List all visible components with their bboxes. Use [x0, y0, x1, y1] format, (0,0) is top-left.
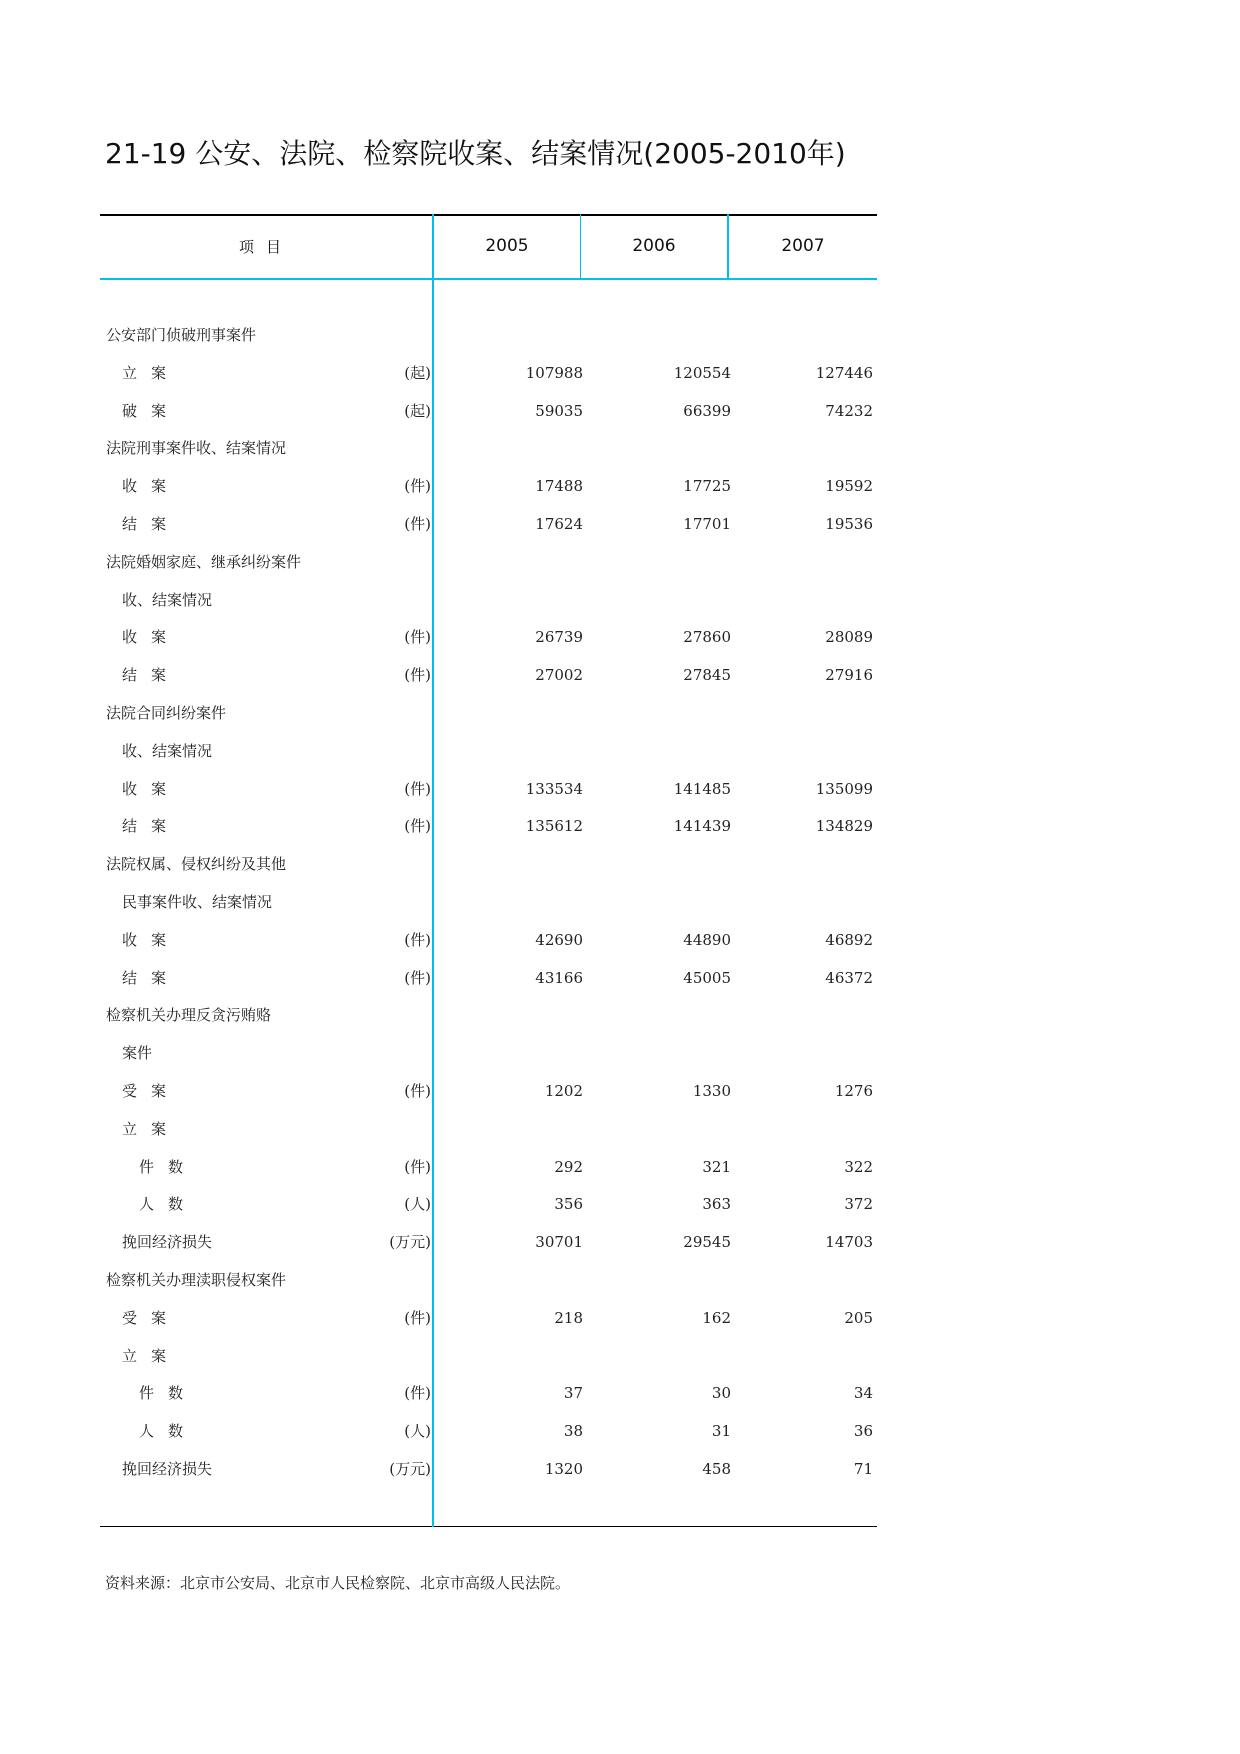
table-row [100, 1375, 877, 1413]
row-label: 立案 [122, 1119, 181, 1138]
value-cell-2006: 27860 [683, 628, 731, 647]
value-cell-2005: 43166 [535, 968, 583, 987]
page-title: 21-19 公安、法院、检察院收案、结案情况(2005-2010年) [105, 137, 846, 170]
value-cell-2005: 135612 [525, 817, 583, 836]
value-cell-2006: 141439 [673, 817, 731, 836]
row-label: 法院合同纠纷案件 [106, 704, 227, 722]
row-label: 人数 [139, 1195, 198, 1214]
value-cell-2007: 322 [844, 1157, 873, 1176]
row-unit: (件) [404, 968, 431, 987]
row-unit: (万元) [389, 1460, 431, 1478]
header-item: 项目 [238, 237, 293, 256]
value-cell-2006: 45005 [683, 968, 731, 987]
value-cell-2005: 292 [554, 1157, 583, 1176]
row-label: 法院婚姻家庭、继承纠纷案件 [106, 552, 302, 571]
value-cell-2005: 42690 [535, 930, 583, 949]
row-label: 结案 [122, 515, 181, 533]
row-label: 收、结案情况 [122, 590, 213, 609]
value-cell-2006: 31 [711, 1422, 731, 1441]
table-row [100, 771, 877, 809]
row-unit: (件) [404, 515, 431, 533]
row-label: 检察机关办理渎职侵权案件 [106, 1271, 287, 1289]
value-cell-2007: 36 [853, 1422, 873, 1441]
row-unit: (件) [404, 666, 431, 685]
row-label: 件数 [139, 1157, 198, 1176]
row-label: 破案 [122, 401, 181, 420]
value-cell-2007: 127446 [815, 363, 873, 382]
row-label: 民事案件收、结案情况 [122, 893, 273, 911]
value-cell-2007: 19536 [825, 515, 873, 533]
value-cell-2006: 29545 [683, 1233, 731, 1252]
value-cell-2006: 321 [702, 1157, 731, 1176]
table-row [100, 1300, 877, 1338]
table-row [100, 846, 877, 884]
header-year: 2007 [781, 236, 825, 256]
table-row [100, 960, 877, 998]
row-unit: (件) [404, 477, 431, 496]
value-cell-2007: 46892 [825, 930, 873, 949]
table-row [100, 355, 877, 393]
value-cell-2006: 30 [711, 1384, 731, 1403]
row-label: 结案 [122, 968, 181, 987]
value-cell-2007: 14703 [825, 1233, 873, 1252]
value-cell-2005: 218 [554, 1308, 583, 1327]
value-cell-2007: 1276 [834, 1082, 873, 1100]
table-row [100, 582, 877, 620]
value-cell-2007: 19592 [825, 477, 873, 496]
row-label: 挽回经济损失 [122, 1460, 213, 1478]
table-row [100, 544, 877, 582]
table-row [100, 468, 877, 506]
row-label: 结案 [122, 666, 181, 685]
value-cell-2007: 205 [844, 1308, 873, 1327]
row-unit: (万元) [389, 1233, 431, 1252]
row-label: 法院刑事案件收、结案情况 [106, 439, 287, 458]
value-cell-2007: 135099 [815, 779, 873, 798]
row-label: 法院权属、侵权纠纷及其他 [106, 855, 287, 874]
table-row [100, 1111, 877, 1149]
value-cell-2006: 141485 [673, 779, 731, 798]
row-unit: (件) [404, 1308, 431, 1327]
table-row [100, 695, 877, 733]
row-unit: (人) [404, 1422, 431, 1441]
table-row [100, 1338, 877, 1376]
row-label: 人数 [139, 1422, 198, 1441]
table-row [100, 1224, 877, 1262]
value-cell-2006: 44890 [683, 930, 731, 949]
value-cell-2005: 1202 [544, 1082, 583, 1100]
table-row [100, 922, 877, 960]
source-note: 资料来源：北京市公安局、北京市人民检察院、北京市高级人民法院。 [105, 1574, 571, 1592]
value-cell-2007: 71 [853, 1460, 873, 1478]
row-label: 受案 [122, 1308, 181, 1327]
row-label: 公安部门侦破刑事案件 [106, 326, 257, 344]
header-rule [100, 278, 877, 280]
value-cell-2007: 28089 [825, 628, 873, 647]
value-cell-2005: 107988 [525, 363, 583, 382]
value-cell-2005: 26739 [535, 628, 583, 647]
table-row [100, 1073, 877, 1111]
table-row [100, 1035, 877, 1073]
value-cell-2006: 27845 [683, 666, 731, 685]
table-row [100, 884, 877, 922]
row-unit: (件) [404, 817, 431, 836]
value-cell-2005: 17624 [535, 515, 583, 533]
row-unit: (件) [404, 779, 431, 798]
row-label: 结案 [122, 817, 181, 836]
value-cell-2006: 66399 [683, 401, 731, 420]
value-cell-2007: 134829 [815, 817, 873, 836]
value-cell-2006: 363 [702, 1195, 731, 1214]
value-cell-2007: 74232 [825, 401, 873, 420]
value-cell-2006: 120554 [673, 363, 731, 382]
value-cell-2005: 30701 [535, 1233, 583, 1252]
value-cell-2005: 356 [554, 1195, 583, 1214]
row-label: 收案 [122, 628, 181, 647]
row-label: 立案 [122, 1346, 181, 1365]
row-label: 检察机关办理反贪污贿赂 [106, 1006, 272, 1025]
row-label: 挽回经济损失 [122, 1233, 213, 1252]
row-label: 受案 [122, 1082, 181, 1100]
table-row [100, 317, 877, 355]
value-cell-2005: 27002 [535, 666, 583, 685]
statistics-table [100, 214, 877, 1527]
value-cell-2005: 38 [563, 1422, 583, 1441]
value-cell-2007: 27916 [825, 666, 873, 685]
value-cell-2007: 34 [853, 1384, 873, 1403]
row-unit: (件) [404, 1157, 431, 1176]
header-year: 2005 [485, 236, 529, 256]
row-unit: (起) [404, 401, 431, 420]
value-cell-2006: 458 [702, 1460, 731, 1478]
row-label: 收案 [122, 477, 181, 496]
row-label: 收案 [122, 930, 181, 949]
table-row [100, 1451, 877, 1489]
row-label: 立案 [122, 363, 181, 382]
table-row [100, 619, 877, 657]
row-label: 件数 [139, 1384, 198, 1403]
table-row [100, 1186, 877, 1224]
value-cell-2005: 59035 [535, 401, 583, 420]
value-cell-2006: 162 [702, 1308, 731, 1327]
value-cell-2005: 133534 [525, 779, 583, 798]
value-cell-2005: 37 [563, 1384, 583, 1403]
table-row [100, 1262, 877, 1300]
value-cell-2007: 46372 [825, 968, 873, 987]
value-cell-2005: 17488 [535, 477, 583, 496]
row-unit: (件) [404, 1082, 431, 1100]
bottom-rule [100, 1526, 877, 1527]
row-unit: (人) [404, 1195, 431, 1214]
table-row [100, 733, 877, 771]
value-cell-2005: 1320 [544, 1460, 583, 1478]
row-unit: (件) [404, 1384, 431, 1403]
value-cell-2006: 17725 [683, 477, 731, 496]
table-row [100, 506, 877, 544]
table-row [100, 430, 877, 468]
row-label: 收、结案情况 [122, 741, 213, 760]
table-row [100, 657, 877, 695]
table-row [100, 808, 877, 846]
value-cell-2006: 17701 [683, 515, 731, 533]
value-cell-2006: 1330 [692, 1082, 731, 1100]
table-row [100, 1413, 877, 1451]
value-cell-2007: 372 [844, 1195, 873, 1214]
table-row [100, 997, 877, 1035]
header-year: 2006 [632, 236, 676, 256]
row-label: 收案 [122, 779, 181, 798]
table-row [100, 1149, 877, 1187]
row-unit: (件) [404, 930, 431, 949]
table-row [100, 393, 877, 431]
row-unit: (起) [404, 363, 431, 382]
row-unit: (件) [404, 628, 431, 647]
row-label: 案件 [122, 1044, 153, 1063]
